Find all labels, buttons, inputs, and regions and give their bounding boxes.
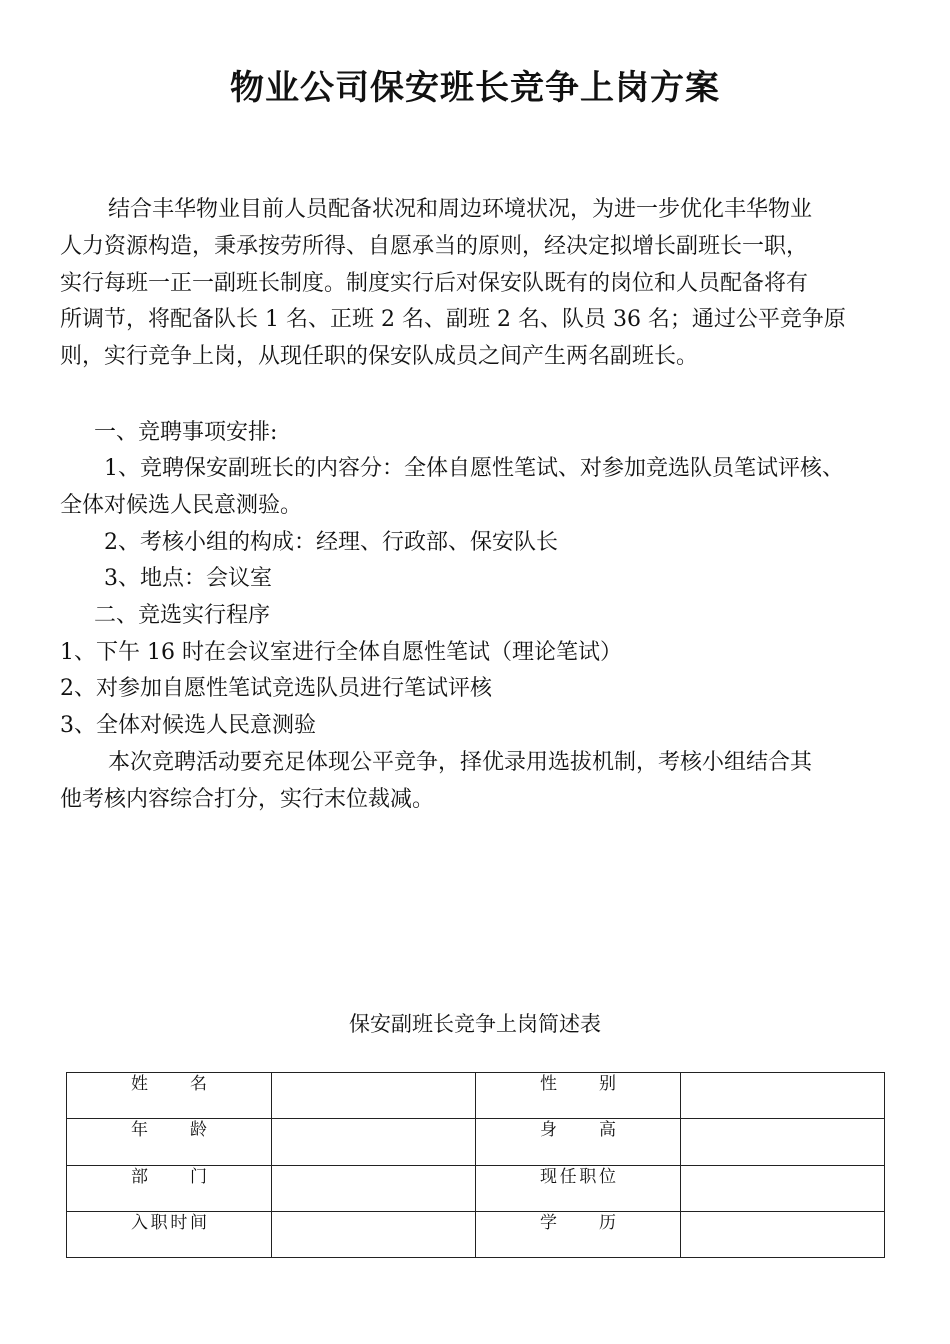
form-row-name-gender bbox=[67, 1073, 885, 1119]
section1-item-2: 2、考核小组的构成：经理、行政部、保安队长 bbox=[104, 530, 558, 555]
section2-item-3: 3、全体对候选人民意测验 bbox=[60, 713, 316, 738]
name-label-cell bbox=[67, 1073, 272, 1119]
name-field[interactable] bbox=[271, 1073, 476, 1119]
current-position-label-cell bbox=[476, 1165, 681, 1211]
height-field[interactable] bbox=[680, 1119, 885, 1165]
hire-date-label: 入职时间 bbox=[131, 1212, 207, 1233]
age-label: 年龄 bbox=[131, 1120, 207, 1141]
gender-field[interactable] bbox=[680, 1073, 885, 1119]
intro-line-4: 所调节，将配备队长 1 名、正班 2 名、副班 2 名、队员 36 名；通过公平竞争原 bbox=[60, 307, 846, 332]
name-label: 姓名 bbox=[131, 1074, 207, 1094]
hire-date-label-cell bbox=[67, 1211, 272, 1257]
closing-line-1: 本次竞聘活动要充足体现公平竞争，择优录用选拔机制，考核小组结合其 bbox=[108, 750, 813, 775]
education-label: 学历 bbox=[540, 1212, 616, 1233]
application-form-table bbox=[66, 1072, 885, 1258]
section1-item-1: 1、竞聘保安副班长的内容分：全体自愿性笔试、对参加竞选队员笔试评核、 bbox=[104, 456, 844, 481]
hire-date-field[interactable] bbox=[271, 1211, 476, 1257]
height-label-cell bbox=[476, 1119, 681, 1165]
gender-label-cell bbox=[476, 1073, 681, 1119]
education-label-cell bbox=[476, 1211, 681, 1257]
intro-line-5: 则，实行竞争上岗，从现任职的保安队成员之间产生两名副班长。 bbox=[60, 344, 699, 369]
closing-line-2: 他考核内容综合打分，实行末位裁减。 bbox=[60, 787, 435, 812]
form-row-department-position bbox=[67, 1165, 885, 1211]
section2-heading: 二、竞选实行程序 bbox=[94, 603, 271, 628]
section2-item-1: 1、下午 16 时在会议室进行全体自愿性笔试（理论笔试） bbox=[60, 640, 622, 665]
age-field[interactable] bbox=[271, 1119, 476, 1165]
age-label-cell bbox=[67, 1119, 272, 1165]
current-position-field[interactable] bbox=[680, 1165, 885, 1211]
section1-item-1-cont: 全体对候选人民意测验。 bbox=[60, 493, 303, 518]
gender-label: 性别 bbox=[540, 1074, 616, 1094]
section1-item-3: 3、地点：会议室 bbox=[104, 566, 272, 591]
height-label: 身高 bbox=[540, 1120, 616, 1141]
department-label: 部门 bbox=[131, 1166, 207, 1187]
section2-item-2: 2、对参加自愿性笔试竞选队员进行笔试评核 bbox=[60, 676, 492, 701]
section1-heading: 一、竞聘事项安排: bbox=[94, 420, 278, 445]
intro-line-2: 人力资源构造，秉承按劳所得、自愿承当的原则，经决定拟增长副班长一职， bbox=[60, 234, 809, 259]
department-label-cell bbox=[67, 1165, 272, 1211]
form-title: 保安副班长竞争上岗简述表 bbox=[349, 1012, 601, 1036]
education-field[interactable] bbox=[680, 1211, 885, 1257]
form-row-age-height bbox=[67, 1119, 885, 1165]
intro-line-3: 实行每班一正一副班长制度。制度实行后对保安队既有的岗位和人员配备将有 bbox=[60, 271, 809, 296]
form-row-hiredate-education bbox=[67, 1211, 885, 1257]
document-title: 物业公司保安班长竞争上岗方案 bbox=[230, 68, 720, 108]
intro-line-1: 结合丰华物业目前人员配备状况和周边环境状况，为进一步优化丰华物业 bbox=[108, 197, 813, 222]
current-position-label: 现任职位 bbox=[540, 1166, 616, 1187]
department-field[interactable] bbox=[271, 1165, 476, 1211]
